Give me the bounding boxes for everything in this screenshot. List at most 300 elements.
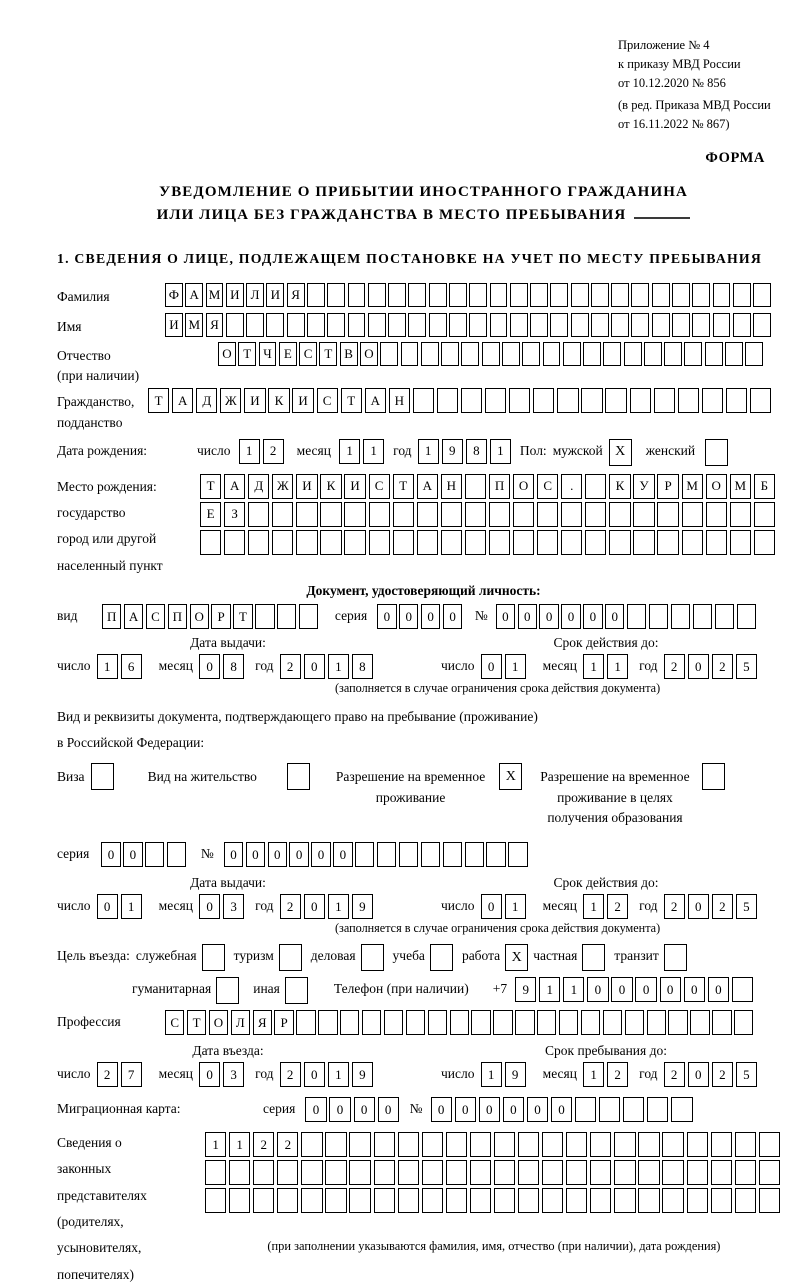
cell[interactable] [461, 342, 479, 366]
cell[interactable] [470, 1132, 491, 1157]
cell[interactable]: Т [200, 474, 221, 499]
cell[interactable]: О [190, 604, 209, 629]
cell[interactable]: 5 [736, 1062, 757, 1087]
cell[interactable] [266, 313, 284, 337]
cell[interactable]: С [299, 342, 317, 366]
cell[interactable] [671, 1097, 692, 1122]
cell[interactable] [362, 1010, 381, 1035]
cell[interactable] [307, 313, 325, 337]
cell[interactable] [296, 502, 317, 527]
cell[interactable]: 1 [339, 439, 360, 464]
cell[interactable] [726, 388, 747, 413]
cell[interactable]: 0 [635, 977, 656, 1002]
cell[interactable] [513, 530, 534, 555]
cell[interactable] [561, 502, 582, 527]
cell[interactable] [461, 388, 482, 413]
cell[interactable] [449, 283, 467, 307]
cell[interactable] [368, 313, 386, 337]
cell[interactable] [205, 1160, 226, 1185]
cell[interactable]: Ж [272, 474, 293, 499]
cell[interactable] [398, 1160, 419, 1185]
cell[interactable]: 0 [101, 842, 120, 867]
cell[interactable]: С [537, 474, 558, 499]
cell[interactable] [682, 502, 703, 527]
cell[interactable] [566, 1160, 587, 1185]
cell[interactable] [224, 530, 245, 555]
permit-valid-day-cells[interactable] [481, 894, 529, 919]
cell[interactable]: А [417, 474, 438, 499]
birth-place-cells-row3[interactable] [200, 530, 778, 555]
cell[interactable]: Л [231, 1010, 250, 1035]
female-checkbox[interactable] [705, 439, 728, 466]
cell[interactable]: 0 [496, 604, 515, 629]
cell[interactable] [702, 763, 725, 790]
cell[interactable]: К [609, 474, 630, 499]
cell[interactable] [712, 1010, 731, 1035]
cell[interactable]: А [124, 604, 143, 629]
birth-place-cells-row2[interactable] [200, 502, 778, 527]
cell[interactable]: X [609, 439, 632, 466]
cell[interactable] [246, 313, 264, 337]
cell[interactable]: П [489, 474, 510, 499]
cell[interactable] [388, 283, 406, 307]
cell[interactable] [465, 530, 486, 555]
cell[interactable]: А [172, 388, 193, 413]
cell[interactable]: 9 [442, 439, 463, 464]
cell[interactable] [585, 474, 606, 499]
cell[interactable]: А [365, 388, 386, 413]
cell[interactable]: 2 [664, 654, 685, 679]
cell[interactable] [413, 388, 434, 413]
cell[interactable] [421, 342, 439, 366]
cell[interactable] [509, 388, 530, 413]
cell[interactable] [638, 1132, 659, 1157]
cell[interactable]: Т [393, 474, 414, 499]
cell[interactable] [430, 944, 453, 971]
surname-cells[interactable] [165, 283, 773, 307]
cell[interactable] [735, 1160, 756, 1185]
doc-kind-cells[interactable] [102, 604, 321, 629]
cell[interactable]: 0 [688, 654, 709, 679]
cell[interactable]: Н [441, 474, 462, 499]
cell[interactable] [753, 283, 771, 307]
cell[interactable]: 0 [329, 1097, 350, 1122]
cell[interactable]: 1 [363, 439, 384, 464]
cell[interactable] [664, 944, 687, 971]
cell[interactable]: 1 [328, 894, 349, 919]
cell[interactable]: 0 [378, 1097, 399, 1122]
cell[interactable] [759, 1188, 780, 1213]
purpose-official-checkbox[interactable] [202, 944, 225, 971]
cell[interactable] [543, 342, 561, 366]
cell[interactable] [355, 842, 374, 867]
cell[interactable]: 0 [199, 654, 220, 679]
cell[interactable] [566, 1132, 587, 1157]
cell[interactable]: И [296, 474, 317, 499]
cell[interactable]: 9 [505, 1062, 526, 1087]
cell[interactable]: 0 [304, 894, 325, 919]
cell[interactable]: 1 [490, 439, 511, 464]
cell[interactable] [486, 842, 505, 867]
cell[interactable] [277, 1188, 298, 1213]
cell[interactable] [229, 1188, 250, 1213]
cell[interactable]: 0 [587, 977, 608, 1002]
cell[interactable]: 0 [688, 894, 709, 919]
cell[interactable] [513, 502, 534, 527]
birth-year-cells[interactable] [418, 439, 514, 464]
entry-month-cells[interactable] [199, 1062, 247, 1087]
cell[interactable] [624, 342, 642, 366]
cell[interactable] [647, 1097, 668, 1122]
cell[interactable] [662, 1132, 683, 1157]
cell[interactable]: О [209, 1010, 228, 1035]
cell[interactable]: Т [319, 342, 337, 366]
cell[interactable]: Т [233, 604, 252, 629]
cell[interactable] [428, 1010, 447, 1035]
cell[interactable] [384, 1010, 403, 1035]
cell[interactable] [662, 1188, 683, 1213]
cell[interactable] [735, 1188, 756, 1213]
cell[interactable] [417, 502, 438, 527]
cell[interactable] [380, 342, 398, 366]
cell[interactable]: 9 [515, 977, 536, 1002]
cell[interactable]: 5 [736, 894, 757, 919]
cell[interactable] [422, 1160, 443, 1185]
cell[interactable] [730, 530, 751, 555]
cell[interactable] [662, 1160, 683, 1185]
cell[interactable]: 1 [481, 1062, 502, 1087]
cell[interactable]: 0 [199, 1062, 220, 1087]
cell[interactable]: 1 [583, 654, 604, 679]
cell[interactable] [465, 502, 486, 527]
cell[interactable] [759, 1132, 780, 1157]
cell[interactable]: 0 [224, 842, 243, 867]
cell[interactable]: 0 [503, 1097, 524, 1122]
cell[interactable] [377, 842, 396, 867]
cell[interactable] [585, 530, 606, 555]
cell[interactable] [711, 1160, 732, 1185]
cell[interactable] [590, 1132, 611, 1157]
cell[interactable] [340, 1010, 359, 1035]
cell[interactable] [408, 283, 426, 307]
cell[interactable]: 7 [121, 1062, 142, 1087]
purpose-work-checkbox[interactable] [505, 944, 528, 971]
cell[interactable]: 3 [223, 894, 244, 919]
cell[interactable] [559, 1010, 578, 1035]
cell[interactable] [399, 842, 418, 867]
cell[interactable] [320, 502, 341, 527]
cell[interactable]: 2 [712, 1062, 733, 1087]
cell[interactable] [469, 313, 487, 337]
cell[interactable] [441, 342, 459, 366]
cell[interactable] [668, 1010, 687, 1035]
cell[interactable]: Р [274, 1010, 293, 1035]
cell[interactable] [737, 604, 756, 629]
cell[interactable]: X [505, 944, 528, 971]
cell[interactable] [609, 502, 630, 527]
cell[interactable] [563, 342, 581, 366]
cell[interactable] [325, 1188, 346, 1213]
cell[interactable] [649, 604, 668, 629]
cell[interactable] [301, 1160, 322, 1185]
cell[interactable] [167, 842, 186, 867]
cell[interactable] [664, 342, 682, 366]
cell[interactable] [471, 1010, 490, 1035]
cell[interactable] [518, 1132, 539, 1157]
cell[interactable] [449, 313, 467, 337]
cell[interactable]: М [185, 313, 203, 337]
cell[interactable]: 2 [280, 1062, 301, 1087]
cell[interactable]: Д [196, 388, 217, 413]
cell[interactable]: 1 [583, 894, 604, 919]
cell[interactable] [441, 502, 462, 527]
cell[interactable] [408, 313, 426, 337]
cell[interactable]: М [206, 283, 224, 307]
cell[interactable] [630, 388, 651, 413]
cell[interactable]: 0 [97, 894, 118, 919]
cell[interactable] [470, 1188, 491, 1213]
cell[interactable]: X [499, 763, 522, 790]
cell[interactable] [654, 388, 675, 413]
cell[interactable]: 0 [611, 977, 632, 1002]
cell[interactable] [398, 1132, 419, 1157]
citizenship-cells[interactable] [148, 388, 774, 413]
cell[interactable] [287, 763, 310, 790]
cell[interactable] [754, 530, 775, 555]
cell[interactable] [590, 1188, 611, 1213]
cell[interactable]: 0 [268, 842, 287, 867]
cell[interactable] [566, 1188, 587, 1213]
cell[interactable]: 0 [246, 842, 265, 867]
cell[interactable] [369, 502, 390, 527]
cell[interactable]: З [224, 502, 245, 527]
cell[interactable] [248, 530, 269, 555]
cell[interactable]: Р [657, 474, 678, 499]
cell[interactable] [627, 604, 646, 629]
cell[interactable] [614, 1160, 635, 1185]
cell[interactable] [348, 313, 366, 337]
cell[interactable] [713, 313, 731, 337]
cell[interactable]: С [369, 474, 390, 499]
permit-issue-day-cells[interactable] [97, 894, 145, 919]
cell[interactable]: 1 [97, 654, 118, 679]
cell[interactable]: 2 [664, 1062, 685, 1087]
cell[interactable] [255, 604, 274, 629]
cell[interactable]: 0 [660, 977, 681, 1002]
migration-series-cells[interactable] [305, 1097, 401, 1122]
cell[interactable]: 0 [527, 1097, 548, 1122]
cell[interactable]: Ф [165, 283, 183, 307]
representatives-cells-row1[interactable] [205, 1132, 783, 1157]
cell[interactable] [253, 1188, 274, 1213]
cell[interactable] [571, 313, 589, 337]
cell[interactable] [325, 1132, 346, 1157]
cell[interactable]: 1 [121, 894, 142, 919]
cell[interactable] [421, 842, 440, 867]
cell[interactable]: М [730, 474, 751, 499]
cell[interactable] [542, 1160, 563, 1185]
cell[interactable] [705, 439, 728, 466]
cell[interactable] [515, 1010, 534, 1035]
cell[interactable]: 2 [280, 894, 301, 919]
cell[interactable]: 0 [354, 1097, 375, 1122]
cell[interactable]: 0 [708, 977, 729, 1002]
cell[interactable] [705, 342, 723, 366]
cell[interactable]: 9 [352, 894, 373, 919]
cell[interactable] [320, 530, 341, 555]
cell[interactable]: Я [287, 283, 305, 307]
cell[interactable]: Ж [220, 388, 241, 413]
cell[interactable]: В [340, 342, 358, 366]
cell[interactable]: М [682, 474, 703, 499]
cell[interactable]: О [513, 474, 534, 499]
cell[interactable] [205, 1188, 226, 1213]
cell[interactable]: 8 [223, 654, 244, 679]
cell[interactable]: Н [389, 388, 410, 413]
cell[interactable] [581, 388, 602, 413]
cell[interactable] [657, 530, 678, 555]
cell[interactable]: Е [200, 502, 221, 527]
cell[interactable]: 0 [431, 1097, 452, 1122]
cell[interactable]: 2 [607, 894, 628, 919]
cell[interactable] [226, 313, 244, 337]
cell[interactable] [348, 283, 366, 307]
cell[interactable] [609, 530, 630, 555]
cell[interactable] [349, 1188, 370, 1213]
cell[interactable] [401, 342, 419, 366]
cell[interactable] [687, 1132, 708, 1157]
cell[interactable] [690, 1010, 709, 1035]
cell[interactable] [470, 1160, 491, 1185]
cell[interactable]: 0 [518, 604, 537, 629]
cell[interactable] [248, 502, 269, 527]
entry-year-cells[interactable] [280, 1062, 376, 1087]
cell[interactable] [465, 474, 486, 499]
cell[interactable]: 0 [539, 604, 558, 629]
representatives-cells-row3[interactable] [205, 1188, 783, 1213]
cell[interactable] [374, 1188, 395, 1213]
migration-number-cells[interactable] [431, 1097, 696, 1122]
entry-day-cells[interactable] [97, 1062, 145, 1087]
cell[interactable]: 0 [688, 1062, 709, 1087]
stay-month-cells[interactable] [583, 1062, 631, 1087]
cell[interactable]: Я [253, 1010, 272, 1035]
cell[interactable]: 0 [605, 604, 624, 629]
birth-place-cells-row1[interactable] [200, 474, 778, 499]
cell[interactable]: С [165, 1010, 184, 1035]
purpose-transit-checkbox[interactable] [664, 944, 687, 971]
cell[interactable] [307, 283, 325, 307]
cell[interactable] [550, 283, 568, 307]
cell[interactable]: С [317, 388, 338, 413]
cell[interactable] [687, 1160, 708, 1185]
cell[interactable] [734, 1010, 753, 1035]
cell[interactable]: 9 [352, 1062, 373, 1087]
cell[interactable]: 0 [123, 842, 142, 867]
cell[interactable] [482, 342, 500, 366]
cell[interactable] [750, 388, 771, 413]
cell[interactable] [277, 1160, 298, 1185]
cell[interactable]: Р [211, 604, 230, 629]
cell[interactable] [429, 313, 447, 337]
cell[interactable] [561, 530, 582, 555]
cell[interactable] [557, 388, 578, 413]
cell[interactable] [344, 530, 365, 555]
cell[interactable] [732, 977, 753, 1002]
cell[interactable] [614, 1188, 635, 1213]
cell[interactable]: 0 [583, 604, 602, 629]
cell[interactable]: 1 [583, 1062, 604, 1087]
cell[interactable] [571, 283, 589, 307]
cell[interactable] [591, 283, 609, 307]
cell[interactable]: Ч [259, 342, 277, 366]
cell[interactable]: 0 [399, 604, 418, 629]
cell[interactable] [510, 283, 528, 307]
cell[interactable]: 0 [684, 977, 705, 1002]
cell[interactable] [494, 1132, 515, 1157]
cell[interactable]: 2 [712, 654, 733, 679]
cell[interactable]: И [344, 474, 365, 499]
cell[interactable] [581, 1010, 600, 1035]
cell[interactable] [638, 1160, 659, 1185]
cell[interactable] [518, 1160, 539, 1185]
cell[interactable] [623, 1097, 644, 1122]
cell[interactable] [711, 1132, 732, 1157]
cell[interactable] [575, 1097, 596, 1122]
cell[interactable] [374, 1132, 395, 1157]
cell[interactable]: К [268, 388, 289, 413]
cell[interactable] [443, 842, 462, 867]
cell[interactable] [272, 530, 293, 555]
cell[interactable] [493, 1010, 512, 1035]
cell[interactable] [368, 283, 386, 307]
cell[interactable] [633, 530, 654, 555]
cell[interactable]: 0 [561, 604, 580, 629]
stay-day-cells[interactable] [481, 1062, 529, 1087]
cell[interactable] [706, 502, 727, 527]
cell[interactable]: 2 [712, 894, 733, 919]
cell[interactable] [91, 763, 114, 790]
doc-issue-year-cells[interactable] [280, 654, 376, 679]
cell[interactable] [422, 1132, 443, 1157]
purpose-other-checkbox[interactable] [285, 977, 308, 1004]
cell[interactable] [687, 1188, 708, 1213]
visa-checkbox[interactable] [91, 763, 114, 790]
cell[interactable] [713, 283, 731, 307]
cell[interactable]: 0 [479, 1097, 500, 1122]
cell[interactable] [583, 342, 601, 366]
cell[interactable]: 1 [239, 439, 260, 464]
cell[interactable] [537, 1010, 556, 1035]
cell[interactable] [759, 1160, 780, 1185]
cell[interactable]: 2 [263, 439, 284, 464]
cell[interactable]: 0 [304, 654, 325, 679]
cell[interactable]: 6 [121, 654, 142, 679]
cell[interactable]: О [360, 342, 378, 366]
cell[interactable] [349, 1160, 370, 1185]
cell[interactable]: 0 [333, 842, 352, 867]
purpose-private-checkbox[interactable] [582, 944, 605, 971]
cell[interactable] [733, 283, 751, 307]
cell[interactable]: Л [246, 283, 264, 307]
cell[interactable]: Т [187, 1010, 206, 1035]
cell[interactable] [678, 388, 699, 413]
cell[interactable] [296, 1010, 315, 1035]
patronymic-cells[interactable] [218, 342, 766, 366]
cell[interactable] [625, 1010, 644, 1035]
doc-valid-month-cells[interactable] [583, 654, 631, 679]
cell[interactable] [733, 313, 751, 337]
